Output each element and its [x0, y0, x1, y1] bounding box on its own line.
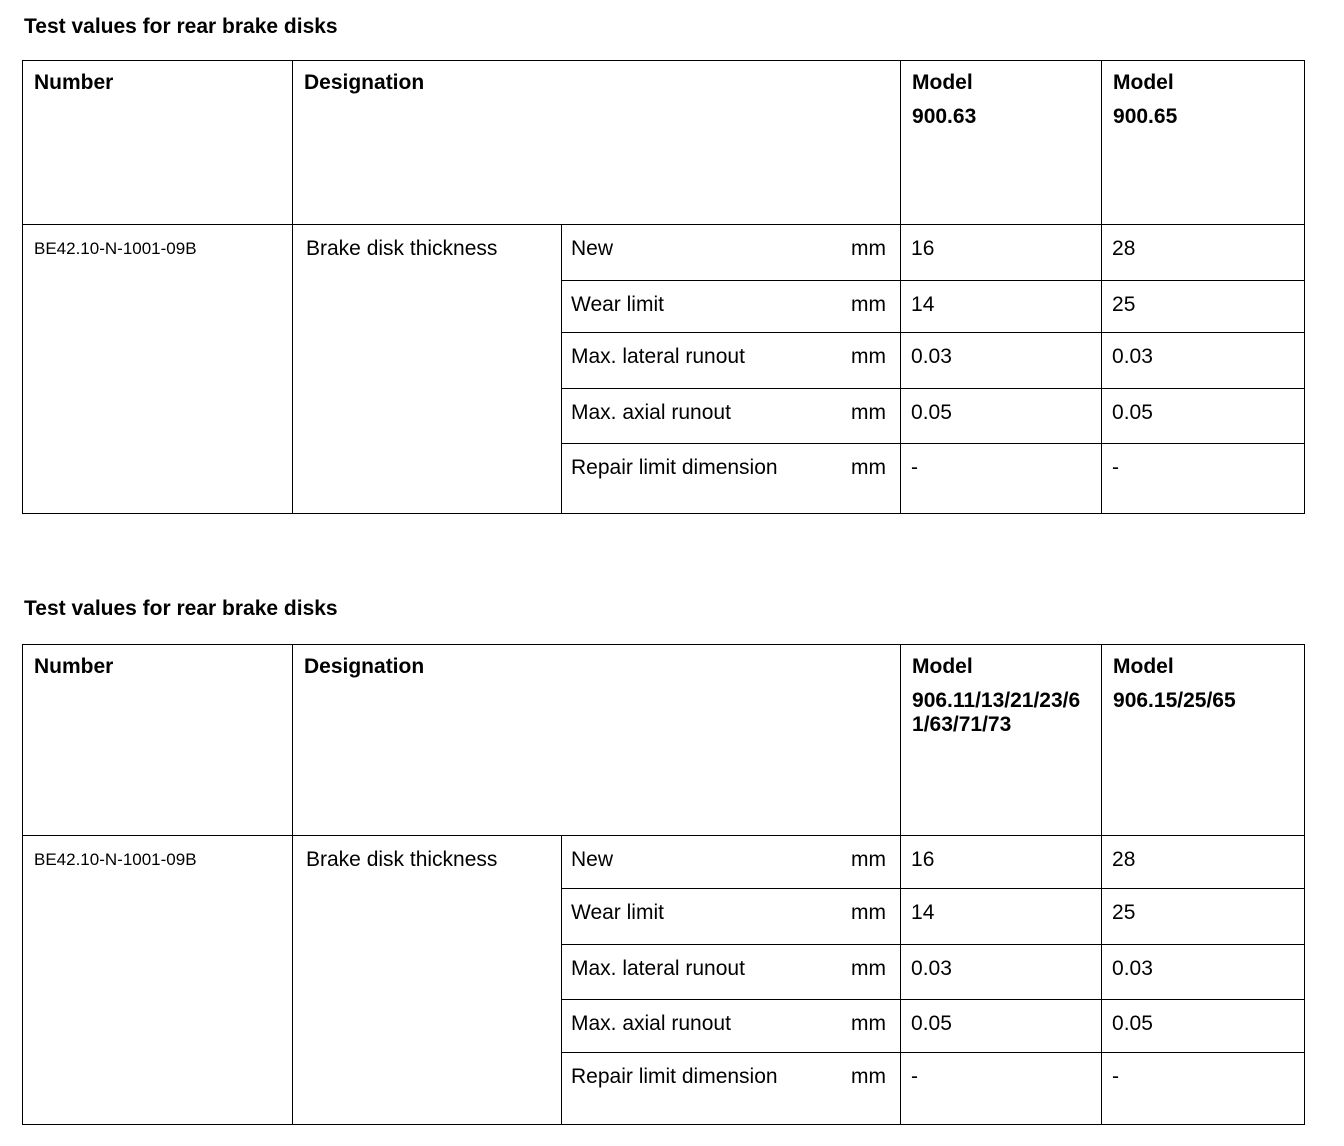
- model-code: 900.63: [912, 105, 977, 128]
- model-a-value: 14: [901, 281, 1102, 333]
- model-label: Model: [912, 655, 973, 678]
- model-b-value: 28: [1102, 225, 1305, 281]
- test-number: BE42.10-N-1001-09B: [23, 225, 293, 514]
- parameter-label: New: [562, 225, 844, 281]
- test-number: BE42.10-N-1001-09B: [23, 836, 293, 1125]
- model-b-value: 0.03: [1102, 945, 1305, 1000]
- model-b-value: 0.05: [1102, 389, 1305, 444]
- test-values-table: [22, 60, 1305, 514]
- model-label: Model: [1113, 655, 1174, 678]
- model-a-value: 14: [901, 889, 1102, 945]
- model-a-value: 0.05: [901, 1000, 1102, 1053]
- model-code: 906.15/25/65: [1113, 689, 1236, 712]
- model-label: Model: [1113, 71, 1174, 94]
- model-code: 906.11/13/21/23/61/63/71/73: [912, 689, 1081, 736]
- model-code: 900.65: [1113, 105, 1178, 128]
- table-row: [23, 836, 1305, 889]
- parameter-label: Repair limit dimension: [562, 444, 844, 514]
- unit-label: mm: [844, 1000, 901, 1053]
- unit-label: mm: [844, 444, 901, 514]
- parameter-label: New: [562, 836, 844, 889]
- model-a-value: 0.05: [901, 389, 1102, 444]
- designation: Brake disk thickness: [293, 836, 562, 1125]
- model-a-value: 0.03: [901, 333, 1102, 389]
- section-title: Test values for rear brake disks: [24, 597, 338, 620]
- unit-label: mm: [844, 225, 901, 281]
- section-title: Test values for rear brake disks: [24, 15, 338, 38]
- header-number: Number: [23, 61, 293, 225]
- header-model-a: [901, 61, 1102, 225]
- unit-label: mm: [844, 333, 901, 389]
- model-a-value: -: [901, 444, 1102, 514]
- table-header-row: [23, 645, 1305, 836]
- model-b-value: 25: [1102, 889, 1305, 945]
- parameter-label: Max. lateral runout: [562, 945, 844, 1000]
- unit-label: mm: [844, 389, 901, 444]
- parameter-label: Max. axial runout: [562, 1000, 844, 1053]
- parameter-label: Wear limit: [562, 889, 844, 945]
- table-header-row: [23, 61, 1305, 225]
- unit-label: mm: [844, 281, 901, 333]
- model-a-value: -: [901, 1053, 1102, 1125]
- header-model-a: [901, 645, 1102, 836]
- model-b-value: 28: [1102, 836, 1305, 889]
- unit-label: mm: [844, 889, 901, 945]
- model-b-value: 0.03: [1102, 333, 1305, 389]
- model-a-value: 0.03: [901, 945, 1102, 1000]
- header-model-b: [1102, 645, 1305, 836]
- parameter-label: Wear limit: [562, 281, 844, 333]
- header-designation: Designation: [293, 61, 901, 225]
- model-b-value: -: [1102, 444, 1305, 514]
- unit-label: mm: [844, 836, 901, 889]
- model-a-value: 16: [901, 225, 1102, 281]
- model-b-value: 0.05: [1102, 1000, 1305, 1053]
- parameter-label: Max. axial runout: [562, 389, 844, 444]
- unit-label: mm: [844, 1053, 901, 1125]
- header-designation: Designation: [293, 645, 901, 836]
- table-row: [23, 225, 1305, 281]
- unit-label: mm: [844, 945, 901, 1000]
- parameter-label: Repair limit dimension: [562, 1053, 844, 1125]
- parameter-label: Max. lateral runout: [562, 333, 844, 389]
- model-a-value: 16: [901, 836, 1102, 889]
- header-number: Number: [23, 645, 293, 836]
- test-values-table: [22, 644, 1305, 1125]
- header-model-b: [1102, 61, 1305, 225]
- model-b-value: -: [1102, 1053, 1305, 1125]
- model-b-value: 25: [1102, 281, 1305, 333]
- designation: Brake disk thickness: [293, 225, 562, 514]
- model-label: Model: [912, 71, 973, 94]
